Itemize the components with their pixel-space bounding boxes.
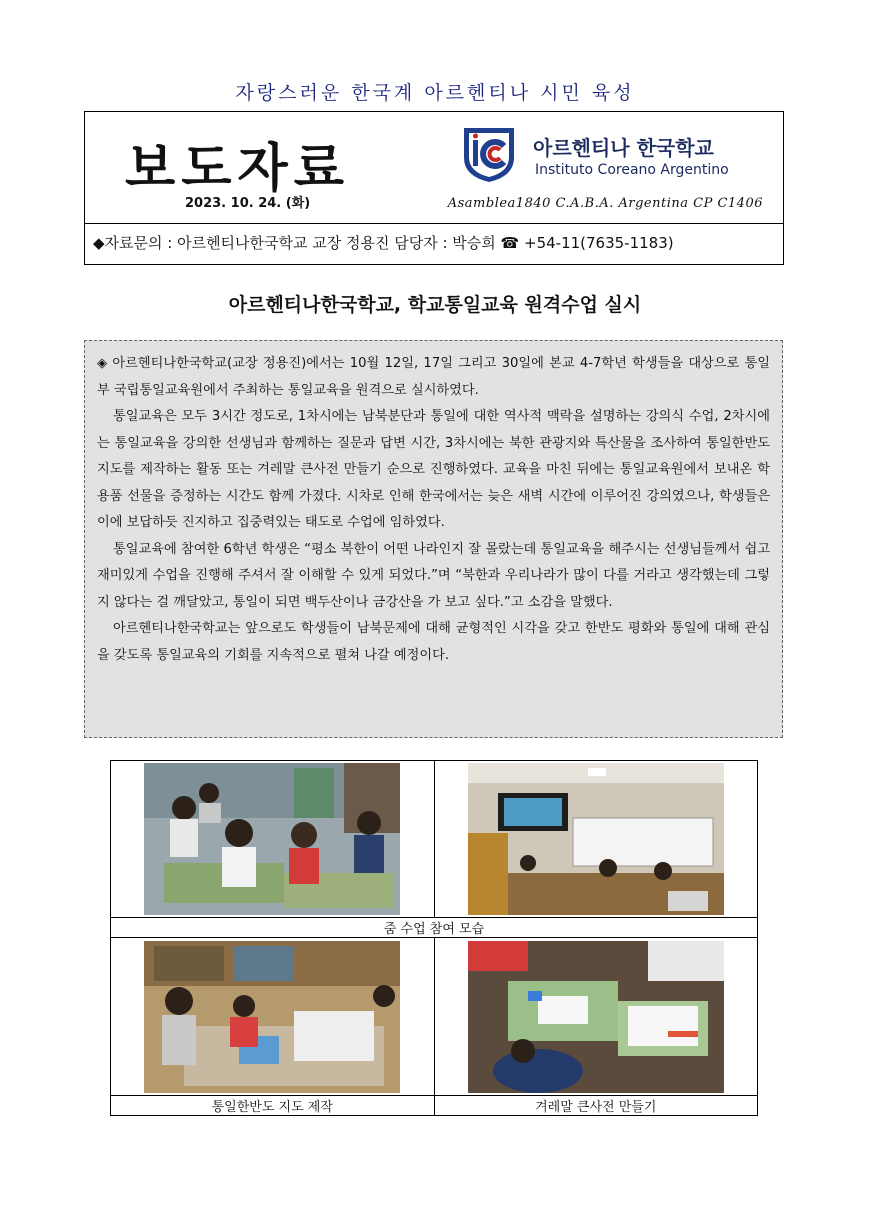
photo-table — [110, 760, 758, 1116]
article-body — [84, 340, 783, 738]
body-paragraph: 통일교육에 참여한 6학년 학생은 “평소 북한이 어떤 나라인지 잘 몰랐는데 통일교육을 해주시는 선생님들께서 쉽고 재미있게 수업을 진행해 주셔서 잘 이해할 수 있게 되었다.”며 “북한과 우리나라가 많이 다를 거라고 생각했는데 그렇지 않다는 걸 깨달았고, 통일이 되면 백두산이나 금강산을 가 보고 싶다.”고 소감을 말했다. — [97, 541, 770, 610]
slogan: 자랑스러운 한국계 아르헨티나 시민 육성 — [235, 82, 635, 104]
photo-cell — [434, 761, 758, 918]
article-headline: 아르헨티나한국학교, 학교통일교육 원격수업 실시 — [228, 294, 642, 316]
release-date: 2023. 10. 24. (화) — [185, 196, 311, 211]
school-address: Asamblea1840 C.A.B.A. Argentina CP C1406 — [447, 196, 763, 211]
photo-dictionary-making — [468, 941, 724, 1093]
photo-cell — [111, 938, 435, 1095]
photo-zoom-class — [468, 763, 724, 915]
contact-info: ◆자료문의 : 아르헨티나한국학교 교장 정용진 담당자 : 박승희 ☎ +54-11(7635-1183) — [93, 234, 674, 252]
photo-caption: 줌 수업 참여 모습 — [111, 918, 758, 938]
photo-map-making — [144, 941, 400, 1093]
body-paragraph: ◈ 아르헨티나한국학교(교장 정용진)에서는 10월 12일, 17일 그리고 30일에 본교 4-7학년 학생들을 대상으로 통일부 국립통일교육원에서 주최하는 통일교육을 원격으로 실시하였다. — [97, 356, 770, 398]
press-release-header — [84, 111, 784, 265]
photo-cell — [111, 761, 435, 918]
school-name-spanish: Instituto Coreano Argentino — [535, 162, 729, 178]
photo-caption: 겨레말 큰사전 만들기 — [434, 1095, 758, 1115]
body-paragraph: 아르헨티나한국학교는 앞으로도 학생들이 남북문제에 대해 균형적인 시각을 갖고 한반도 평화와 통일에 대해 관심을 갖도록 통일교육의 기회를 지속적으로 펼쳐 나갈 예정이다. — [97, 621, 770, 663]
body-paragraph: 통일교육은 모두 3시간 정도로, 1차시에는 남북분단과 통일에 대한 역사적 맥락을 설명하는 강의식 수업, 2차시에는 통일교육을 강의한 선생님과 함께하는 질문과 답변 시간, 3차시에는 북한 관광지와 특산물을 조사하여 통일한반도 지도를 제작하는 활동 또는 겨레말 큰사전 만들기 순으로 진행하였다. 교육을 마친 뒤에는 통일교육원에서 보내온 학용품 선물을 증정하는 시간도 함께 가졌다. 시차로 인해 한국에서는 늦은 새벽 시간에 이루어진 강의였으나, 학생들은 이에 보답하듯 진지하고 집중력있는 태도로 수업에 임하였다. — [97, 409, 770, 530]
photo-classroom-students — [144, 763, 400, 915]
photo-caption: 통일한반도 지도 제작 — [111, 1095, 435, 1115]
school-logo-icon — [460, 124, 518, 184]
photo-cell — [434, 938, 758, 1095]
press-release-title: 보도자료 — [125, 139, 350, 199]
header-divider — [85, 223, 783, 224]
school-name-korean: 아르헨티나 한국학교 — [533, 136, 714, 160]
